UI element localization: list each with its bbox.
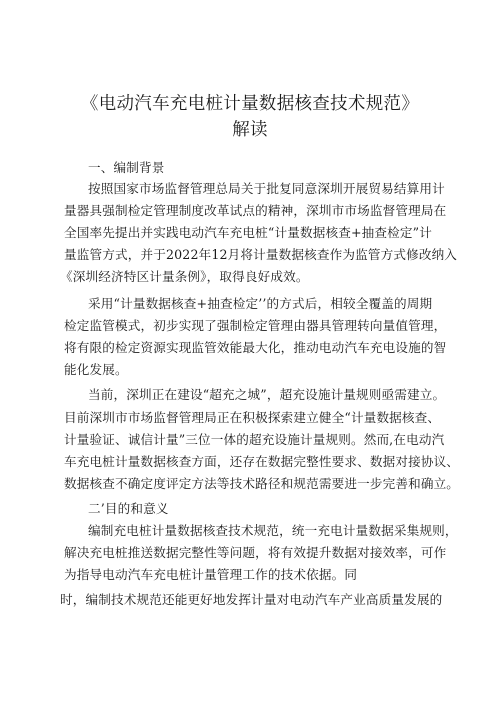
paragraph-line: 量器具强制检定管理制度改革试点的精神，深圳市市场监督管理局在 <box>64 203 447 218</box>
paragraph-line: 能化发展。 <box>64 362 128 377</box>
document-title: 《电动汽车充电桩计量数据核查技术规范》 <box>80 94 420 114</box>
section-heading: 一、编制背景 <box>88 160 165 175</box>
document-title-suffix: 解读 <box>232 120 268 140</box>
paragraph-line: 采用“计量数据核查+抽查检定’’的方式后，相较全覆盖的周期 <box>88 296 433 311</box>
paragraph-line: 时，编制技术规范还能更好地发挥计量对电动汽车产业高质量发展的 <box>60 592 443 607</box>
paragraph-line: 检定监管模式，初步实现了强制检定管理由器具管理转向量值管理， <box>64 318 447 333</box>
paragraph-line: 编制充电桩计量数据核查技术规范，统一充电计量数据采集规则， <box>88 523 458 538</box>
paragraph-line: 计量验证、诚信计量”三位一体的超充设施计量规则。然而,在电动汽 <box>64 432 445 447</box>
paragraph-line: 全国率先提出并实践电动汽车充电桩“计量数据核查+抽查检定”计 <box>64 225 432 240</box>
paragraph-line: 将有限的检定资源实现监管效能最大化，推动电动汽车充电设施的智 <box>64 340 447 355</box>
paragraph-line: 车充电桩计量数据核查方面，还存在数据完整性要求、数据对接协议、 <box>64 454 460 469</box>
paragraph-line: 《深圳经济特区计量条例》，取得良好成效。 <box>60 269 309 284</box>
paragraph-line: 量监管方式，并于2022年12月将计量数据核查作为监管方式修改纳入 <box>64 247 458 262</box>
paragraph-line: 解决充电桩推送数据完整性等问题，将有效提升数据对接效率，可作 <box>64 545 447 560</box>
paragraph-line: 为指导电动汽车充电桩计量管理工作的技术依据。同 <box>64 567 358 582</box>
paragraph-line: 数据核查不确定度评定方法等技术路径和规范需要进一步完善和确立。 <box>64 476 460 491</box>
paragraph-line: 目前深圳市市场监督管理局正在积极探索建立健全“计量数据核查、 <box>64 410 441 425</box>
paragraph-line: 当前，深圳正在建设“超充之城”，超充设施计量规则亟需建立。 <box>88 387 446 402</box>
paragraph-line: 按照国家市场监督管理总局关于批复同意深圳开展贸易结算用计 <box>88 181 445 196</box>
section-heading: 二’目的和意义 <box>88 501 169 516</box>
